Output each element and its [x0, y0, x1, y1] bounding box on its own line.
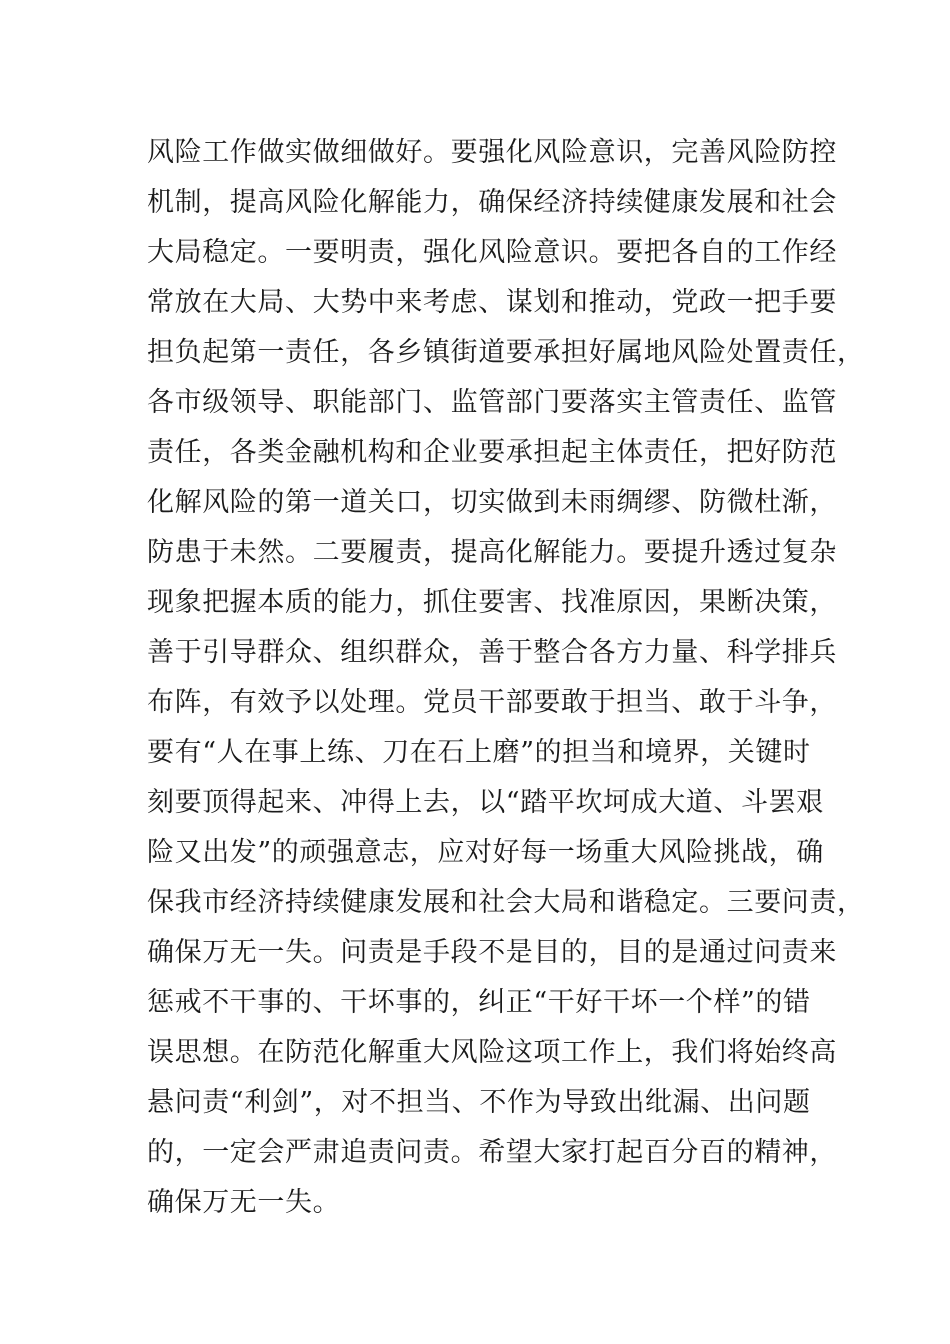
- text-line: 要有“人在事上练、刀在石上磨”的担当和境界，关键时: [147, 737, 811, 768]
- text-line: 防患于未然。二要履责，提高化解能力。要提升透过复杂: [147, 537, 837, 568]
- body-paragraph: [147, 128, 865, 1228]
- text-line: 风险工作做实做细做好。要强化风险意识，完善风险防控: [147, 137, 837, 168]
- text-line: 险又出发”的顽强意志，应对好每一场重大风险挑战，确: [147, 837, 824, 868]
- text-line: 现象把握本质的能力，抓住要害、找准原因，果断决策，: [147, 587, 837, 618]
- text-line: 刻要顶得起来、冲得上去，以“踏平坎坷成大道、斗罢艰: [147, 787, 824, 818]
- text-line: 布阵，有效予以处理。党员干部要敢于担当、敢于斗争，: [147, 687, 837, 718]
- text-line: 误思想。在防范化解重大风险这项工作上，我们将始终高: [147, 1037, 837, 1068]
- text-line: 各市级领导、职能部门、监管部门要落实主管责任、监管: [147, 387, 837, 418]
- text-line: 常放在大局、大势中来考虑、谋划和推动，党政一把手要: [147, 287, 837, 318]
- text-line: 担负起第一责任，各乡镇街道要承担好属地风险处置责任，: [147, 337, 865, 368]
- text-line: 机制，提高风险化解能力，确保经济持续健康发展和社会: [147, 187, 837, 218]
- text-line: 的，一定会严肃追责问责。希望大家打起百分百的精神，: [147, 1137, 837, 1168]
- text-line: 大局稳定。一要明责，强化风险意识。要把各自的工作经: [147, 237, 837, 268]
- text-line: 确保万无一失。: [147, 1187, 341, 1218]
- text-line: 惩戒不干事的、干坏事的，纠正“干好干坏一个样”的错: [147, 987, 811, 1018]
- text-line: 善于引导群众、组织群众，善于整合各方力量、科学排兵: [147, 637, 837, 668]
- text-line: 悬问责“利剑”，对不担当、不作为导致出纰漏、出问题: [147, 1087, 811, 1118]
- text-line: 责任，各类金融机构和企业要承担起主体责任，把好防范: [147, 437, 837, 468]
- text-line: 保我市经济持续健康发展和社会大局和谐稳定。三要问责，: [147, 887, 865, 918]
- text-line: 化解风险的第一道关口，切实做到未雨绸缪、防微杜渐，: [147, 487, 837, 518]
- text-line: 确保万无一失。问责是手段不是目的，目的是通过问责来: [147, 937, 837, 968]
